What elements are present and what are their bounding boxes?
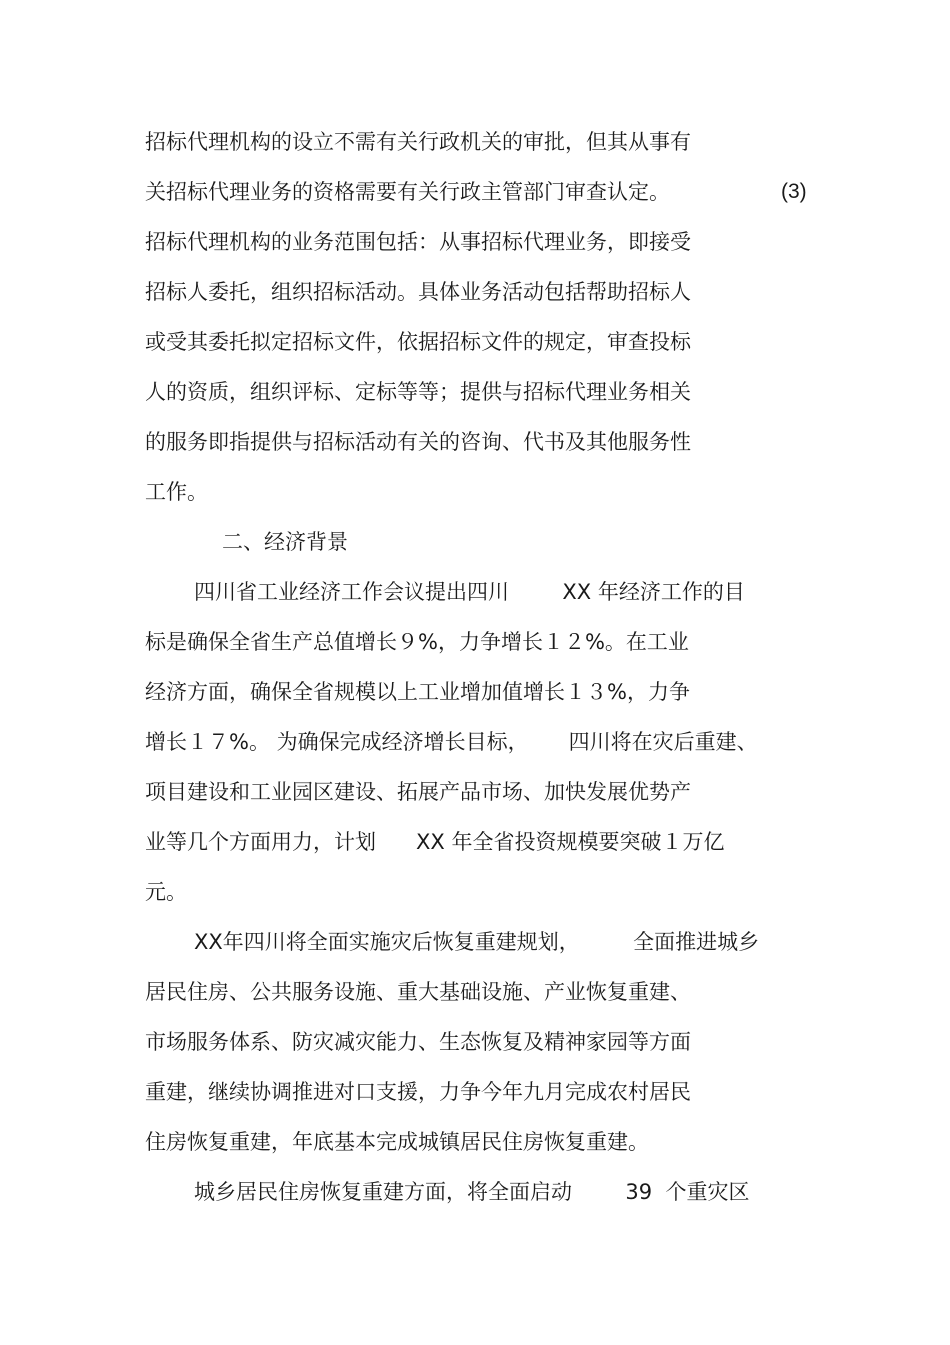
text-line: 标是确保全省生产总值增长９%，力争增长１２%。在工业 (145, 630, 689, 654)
reference-marker: (3) (781, 180, 807, 203)
text-line: 项目建设和工业园区建设、拓展产品市场、加快发展优势产 (145, 780, 691, 804)
text-line: 业等几个方面用力，计划 XX 年全省投资规模要突破１万亿 (145, 830, 725, 854)
text-line: 工作。 (145, 480, 208, 504)
text-line: 关招标代理业务的资格需要有关行政主管部门审查认定。 (145, 180, 670, 204)
text-line: 重建，继续协调推进对口支援，力争今年九月完成农村居民 (145, 1080, 691, 1104)
paragraph-first-line: XX年四川将全面实施灾后恢复重建规划， 全面推进城乡 (194, 930, 760, 954)
paragraph-first-line: 四川省工业经济工作会议提出四川 XX 年经济工作的目 (194, 580, 745, 604)
text-line: 居民住房、公共服务设施、重大基础设施、产业恢复重建、 (145, 980, 691, 1004)
text-line: 招标代理机构的业务范围包括：从事招标代理业务，即接受 (145, 230, 691, 254)
text-line: 经济方面，确保全省规模以上工业增加值增长１３%，力争 (145, 680, 690, 704)
text-line: 增长１７%。 为确保完成经济增长目标， 四川将在灾后重建、 (145, 730, 758, 754)
text-line: 招标代理机构的设立不需有关行政机关的审批，但其从事有 (145, 130, 691, 154)
text-line: 市场服务体系、防灾减灾能力、生态恢复及精神家园等方面 (145, 1030, 691, 1054)
text-line: 元。 (145, 880, 187, 904)
text-line: 招标人委托，组织招标活动。具体业务活动包括帮助招标人 (145, 280, 691, 304)
paragraph-first-line: 城乡居民住房恢复重建方面，将全面启动 39 个重灾区 (194, 1180, 750, 1204)
text-line: 人的资质，组织评标、定标等等；提供与招标代理业务相关 (145, 380, 691, 404)
text-line: 的服务即指提供与招标活动有关的咨询、代书及其他服务性 (145, 430, 691, 454)
section-heading: 二、经济背景 (222, 530, 348, 554)
text-line: 或受其委托拟定招标文件，依据招标文件的规定，审查投标 (145, 330, 691, 354)
text-line: 住房恢复重建，年底基本完成城镇居民住房恢复重建。 (145, 1130, 649, 1154)
